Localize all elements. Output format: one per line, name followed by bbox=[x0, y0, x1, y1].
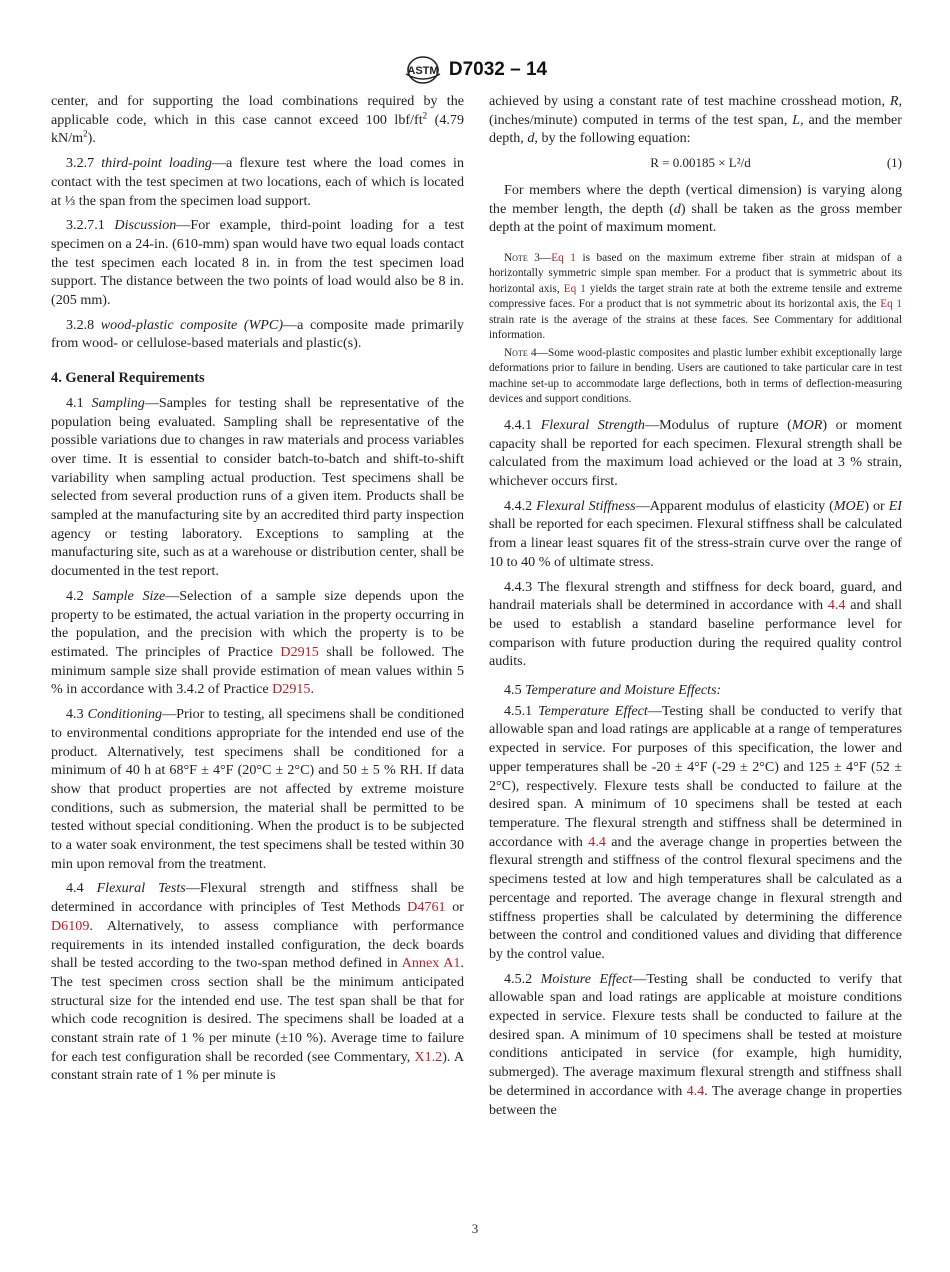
section-4-4-2: 4.4.2 Flexural Stiffness—Apparent modulus of elasticity (MOE) or EI shall be reported for each specimen. Flexural stiffness shall be calculated from a linear least squares fit of the stress-strain curve over the range of 10 to 40 % of ultimate stress. bbox=[489, 497, 902, 570]
section-4-1: 4.1 Sampling—Samples for testing shall be representative of the population being evaluated. Sampling shall be representative of the possible variations due to changes in raw materials and process variables over time. It is essential to consider batch-to-batch and shift-to-shift variability when sampling actual production. Test specimens shall be selected from several production runs of a given item. Products shall be sampled at the manufacturing site by an accredited third party inspection agency or testing laboratory. Exceptions to sampling at the manufacturing site, such as at a warehouse or distribution center, shall be documented in the test report. bbox=[51, 394, 465, 580]
paragraph-continuation: achieved by using a constant rate of test machine crosshead motion, R, (inches/minute) computed in terms of the test span, L, and the member depth, d, by the following equation: bbox=[489, 93, 902, 147]
section-3-2-7-1: 3.2.7.1 Discussion—For example, third-point loading for a test specimen on a 24-in. (610-mm) span would have two equal loads contact the test specimen each located 8 in. in from the test specimen load support. The distance between the two points of load would also be 8 in. (205 mm). bbox=[51, 217, 464, 309]
section-3-2-7: 3.2.7 third-point loading—a flexure test where the load comes in contact with the test specimen at two locations, each of which is located at ⅓ the span from the specimen load support. bbox=[51, 155, 464, 209]
note-4: Note 4—Some wood-plastic composites and plastic lumber exhibit exceptionally large deformations prior to failure in bending. Users are cautioned to take particular care in test machine set-up to accommodate large deflections, both in terms of deflection-measuring devices and support conditions. bbox=[489, 346, 902, 406]
equation-1 bbox=[489, 154, 902, 173]
page-number: 3 bbox=[471, 1221, 479, 1236]
link-4-4[interactable]: 4.4 bbox=[827, 597, 846, 614]
section-heading-4: 4. General Requirements bbox=[51, 370, 205, 387]
link-4-4[interactable]: 4.4 bbox=[588, 833, 606, 850]
section-4-4-3: 4.4.3 The flexural strength and stiffness for deck board, guard, and handrail materials shall be determined in accordance with 4.4 and shall be used to establish a standard baseline performance level for comparison with future production during the required quality control audits. bbox=[489, 578, 902, 670]
paragraph-continuation: center, and for supporting the load combinations required by the applicable code, which in this case cannot exceed 100 lbf/$ft^2$ (4.79 $kN/m^2$). bbox=[51, 93, 464, 147]
section-4-5: 4.5 Temperature and Moisture Effects: bbox=[504, 682, 722, 699]
link-d2915[interactable]: D2915 bbox=[272, 681, 311, 698]
section-3-2-8: 3.2.8 wood-plastic composite (WPC)—a composite made primarily from wood- or cellulose-based materials and plastic(s). bbox=[51, 316, 464, 352]
section-4-4-1: 4.4.1 Flexural Strength—Modulus of rupture (MOR) or moment capacity shall be reported for each specimen. Flexural strength shall be calculated from the maximum load achieved or the load at 3 % strain, whichever occurs first. bbox=[489, 416, 903, 490]
document-id: D7032 – 14 bbox=[448, 59, 548, 80]
link-annex-a1[interactable]: Annex A1 bbox=[401, 955, 461, 972]
section-4-5-1: 4.5.1 Temperature Effect—Testing shall be conducted to verify that allowable span and load ratings are applicable at a range of temperatures expected in service. For purposes of this specification, the lower and upper temperatures shall be -20 ± 4°F (-29 ± 2°C) and 125 ± 4°F (52 ± 2°C), respectively. Flexure tests shall be conducted to failure at the desired span. A minimum of 10 specimens shall be tested at each temperature. The flexural strength and stiffness shall be determined in accordance with 4.4 and the average change in properties between the flexural strength and stiffness of the control flexural specimens and the specimens tested at low and high temperatures shall be calculated as a percentage and reported. The average change in flexural strength and stiffness properties shall be calculated by determining the difference between the control and conditioned values and dividing that difference by the control value. bbox=[489, 702, 902, 962]
note-3: Note 3—Eq 1 is based on the maximum extreme fiber strain at midspan of a horizontally symmetric simple span member. For a product that is symmetric about its horizontal axis, Eq 1 yields the target strain rate at both the extreme tensile and extreme compressive faces. For a product that is not symmetric about its horizontal axis, the Eq 1 strain rate is the average of the strains at these faces. See Commentary for additional information. bbox=[489, 251, 903, 342]
link-eq-1[interactable]: Eq 1 bbox=[880, 298, 902, 311]
left-column bbox=[51, 92, 464, 1091]
link-d6109[interactable]: D6109 bbox=[51, 917, 90, 934]
section-4-3: 4.3 Conditioning—Prior to testing, all specimens shall be conditioned to environmental conditions appropriate for the intended end use of the product. Alternatively, test specimens shall be conditioned for a minimum of 40 h at 68°F ± 4°F (20°C ± 2°C) and 50 ± 5 % RH. If data show that product properties are not affected by extreme moisture conditions, such as submersion, the material shall be permitted to be tested without special conditioning. When the product is to be subjected to a water soak environment, the test specimens shall be tested within 30 min upon removal from the treatment. bbox=[51, 706, 464, 872]
link-eq-1[interactable]: Eq 1 bbox=[551, 251, 576, 264]
page-header bbox=[0, 54, 950, 86]
right-column bbox=[489, 92, 902, 1125]
link-x1-2[interactable]: X1.2 bbox=[414, 1048, 443, 1065]
section-4-4: 4.4 Flexural Tests—Flexural strength and stiffness shall be determined in accordance with principles of Test Methods D4761 or D6109. Alternatively, to assess compliance with performance requirements in its intended installed configuration, the deck boards shall be tested according to the two-span method defined in Annex A1. The test specimen cross section shall be the minimum anticipated structural size for the intended end use. The test span shall be that for which code recognition is desired. The specimens shall be loaded at a constant strain rate of 1 % per minute (±10 %). Average time to failure for each test configuration shall be recorded (see Commentary, X1.2). A constant strain rate of 1 % per minute is bbox=[51, 880, 465, 1084]
svg-text:ASTM: ASTM bbox=[407, 65, 439, 77]
link-eq-1[interactable]: Eq 1 bbox=[563, 282, 586, 295]
paragraph-depth: For members where the depth (vertical dimension) is varying along the member length, the depth (d) shall be taken as the gross member depth at the point of maximum moment. bbox=[489, 181, 902, 236]
link-d2915[interactable]: D2915 bbox=[280, 643, 319, 660]
equation-body: R = 0.00185 × L²/d bbox=[650, 155, 751, 171]
equation-number: (1) bbox=[886, 155, 902, 171]
link-4-4[interactable]: 4.4 bbox=[686, 1082, 705, 1099]
link-d4761[interactable]: D4761 bbox=[407, 899, 446, 916]
section-4-5-2: 4.5.2 Moisture Effect—Testing shall be conducted to verify that allowable span and load ratings are applicable at moisture conditions expected in service. Flexure tests shall be conducted to failure at the desired span. A minimum of 10 specimens shall be tested at moisture conditions anticipated in service (for example, high humidity, submerged). The average maximum flexural strength and stiffness shall be determined in accordance with 4.4. The average change in properties between the bbox=[489, 970, 902, 1118]
astm-logo-icon bbox=[403, 54, 443, 86]
section-4-2: 4.2 Sample Size—Selection of a sample size depends upon the property to be estimated, the actual variation in the property occurring in the population, and the precision with which the property is to be estimated. The principles of Practice D2915 shall be followed. The minimum sample size shall provide estimation of mean values within 5 % in accordance with 3.4.2 of Practice D2915. bbox=[51, 587, 465, 698]
